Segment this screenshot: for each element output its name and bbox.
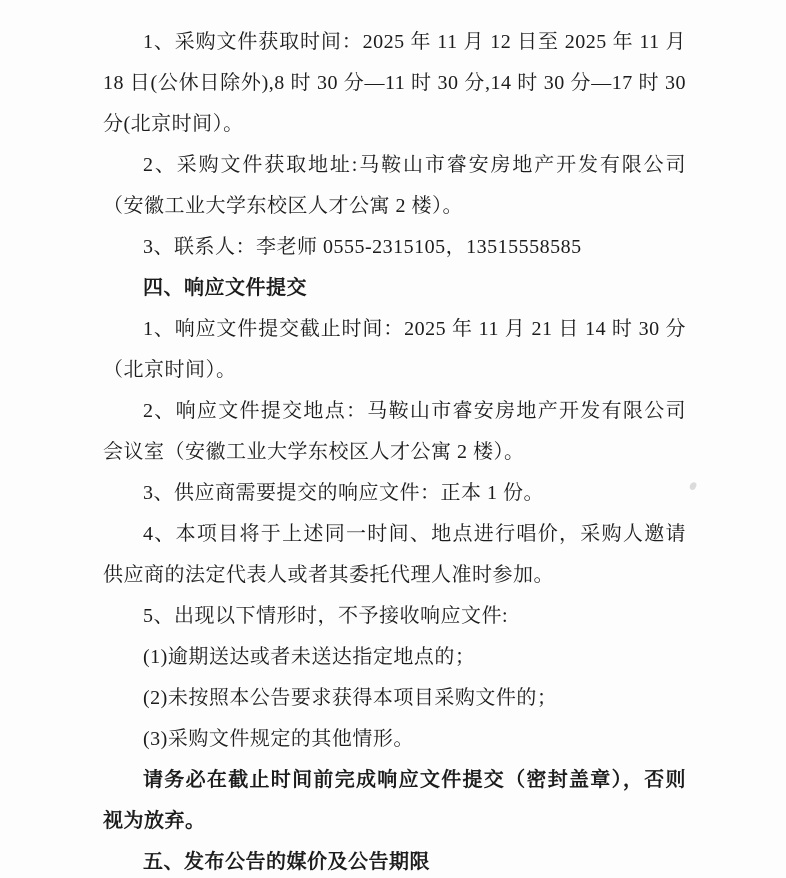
para-rejection-item-3: (3)采购文件规定的其他情形。 (143, 728, 414, 750)
para-submission-location: 2、响应文件提交地点：马鞍山市睿安房地产开发有限公司会议室（安徽工业大学东校区人才公寓 2 楼）。 (103, 400, 686, 463)
para-rejection-item-1: (1)逾期送达或者未送达指定地点的； (143, 646, 476, 668)
scan-noise-speck (689, 481, 698, 491)
heading-section-five: 五、发布公告的媒价及公告期限 (143, 851, 430, 873)
heading-section-four: 四、响应文件提交 (143, 277, 307, 299)
para-rejection-item-2: (2)未按照本公告要求获得本项目采购文件的； (143, 687, 558, 709)
para-price-announcement: 4、本项目将于上述同一时间、地点进行唱价，采购人邀请供应商的法定代表人或者其委托代理人准时参加。 (103, 523, 686, 586)
para-doc-acquisition-time: 1、采购文件获取时间：2025 年 11 月 12 日至 2025 年 11 月 18 日(公休日除外),8 时 30 分—11 时 30 分,14 时 30 分—17 时 30 分(北京时间）。 (103, 31, 686, 135)
para-response-copies: 3、供应商需要提交的响应文件：正本 1 份。 (143, 482, 544, 504)
para-sealing-notice: 请务必在截止时间前完成响应文件提交（密封盖章），否则视为放弃。 (103, 769, 686, 832)
para-rejection-intro: 5、出现以下情形时，不予接收响应文件: (143, 605, 509, 627)
para-doc-acquisition-address: 2、采购文件获取地址:马鞍山市睿安房地产开发有限公司（安徽工业大学东校区人才公寓 2 楼）。 (103, 154, 686, 217)
para-submission-deadline: 1、响应文件提交截止时间：2025 年 11 月 21 日 14 时 30 分（北京时间）。 (103, 318, 686, 381)
para-contact: 3、联系人：李老师 0555-2315105，13515558585 (143, 236, 582, 258)
